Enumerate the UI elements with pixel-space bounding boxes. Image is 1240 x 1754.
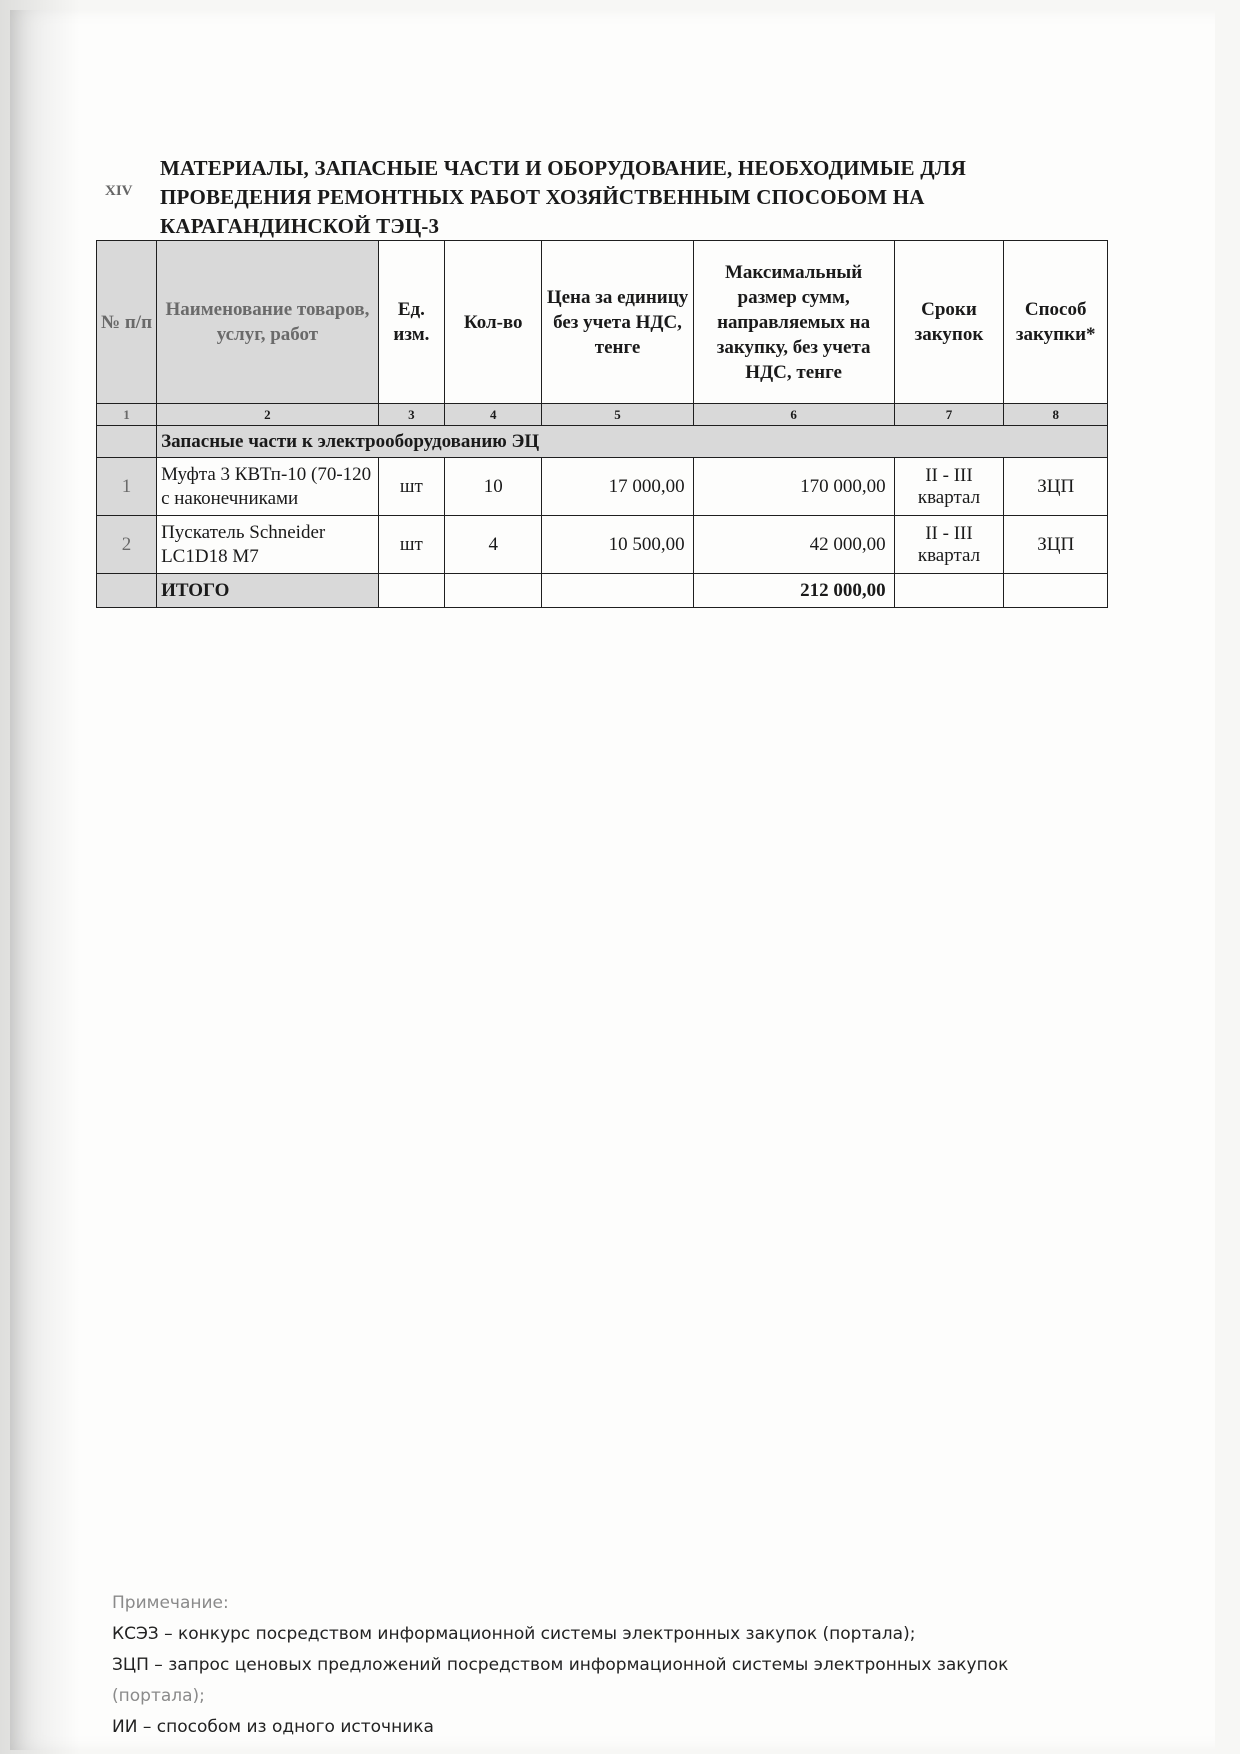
section-number-cell [97, 426, 157, 458]
header-cell-unit: Ед. изм. [378, 241, 444, 404]
total-empty-cell [378, 574, 444, 608]
row-quantity: 10 [445, 458, 542, 516]
table-row [97, 458, 1108, 516]
total-empty-cell [542, 574, 693, 608]
column-number: 3 [378, 404, 444, 426]
note-line: ИИ – способом из одного источника [112, 1717, 434, 1737]
note-line: ЗЦП – запрос ценовых предложений посредством информационной системы электронных закупок [112, 1655, 1009, 1675]
column-number: 4 [445, 404, 542, 426]
row-name: Пускатель Schneider LC1D18 M7 [157, 516, 379, 574]
note-line: КСЭЗ – конкурс посредством информационной системы электронных закупок (портала); [112, 1624, 916, 1644]
notes-title: Примечание: [112, 1593, 229, 1613]
total-empty-cell [894, 574, 1004, 608]
header-cell-max-amount: Максимальный размер сумм, направляемых на закупку, без учета НДС, тенге [693, 241, 894, 404]
row-name: Муфта 3 КВТп-10 (70-120 с наконечниками [157, 458, 379, 516]
page-title: МАТЕРИАЛЫ, ЗАПАСНЫЕ ЧАСТИ И ОБОРУДОВАНИЕ, НЕОБХОДИМЫЕ ДЛЯ ПРОВЕДЕНИЯ РЕМОНТНЫХ РАБОТ ХОЗЯЙСТВЕННЫМ СПОСОБОМ НА КАРАГАНДИНСКОЙ ТЭЦ-3 [160, 156, 967, 238]
header-cell-quantity: Кол-во [445, 241, 542, 404]
row-amount: 170 000,00 [693, 458, 894, 516]
column-number: 1 [97, 404, 157, 426]
column-number: 7 [894, 404, 1004, 426]
column-number: 2 [157, 404, 379, 426]
procurement-table [96, 240, 1108, 608]
header-cell-method: Способ закупки* [1004, 241, 1108, 404]
row-unit-price: 10 500,00 [542, 516, 693, 574]
column-number: 8 [1004, 404, 1108, 426]
section-number: XIV [105, 183, 133, 199]
total-label: ИТОГО [157, 574, 379, 608]
row-unit: шт [378, 458, 444, 516]
row-number: 1 [97, 458, 157, 516]
total-row [97, 574, 1108, 608]
total-number-cell [97, 574, 157, 608]
header-cell-unit-price: Цена за единицу без учета НДС, тенге [542, 241, 693, 404]
note-line: (портала); [112, 1686, 205, 1706]
section-title: Запасные части к электрооборудованию ЭЦ [157, 426, 1108, 458]
header-cell-term: Сроки закупок [894, 241, 1004, 404]
row-unit-price: 17 000,00 [542, 458, 693, 516]
header-cell-number: № п/п [97, 241, 157, 404]
row-number: 2 [97, 516, 157, 574]
header-cell-name: Наименование товаров, услуг, работ [157, 241, 379, 404]
table-row [97, 516, 1108, 574]
row-term: II - III квартал [894, 516, 1004, 574]
section-row [97, 426, 1108, 458]
row-unit: шт [378, 516, 444, 574]
total-empty-cell [1004, 574, 1108, 608]
row-amount: 42 000,00 [693, 516, 894, 574]
column-number: 5 [542, 404, 693, 426]
row-method: ЗЦП [1004, 458, 1108, 516]
notes-block [112, 1588, 1112, 1743]
row-term: II - III квартал [894, 458, 1004, 516]
page-binding-shadow [0, 0, 80, 1754]
row-method: ЗЦП [1004, 516, 1108, 574]
table-header-row [97, 241, 1108, 404]
column-number-row [97, 404, 1108, 426]
total-empty-cell [445, 574, 542, 608]
total-amount: 212 000,00 [693, 574, 894, 608]
row-quantity: 4 [445, 516, 542, 574]
column-number: 6 [693, 404, 894, 426]
